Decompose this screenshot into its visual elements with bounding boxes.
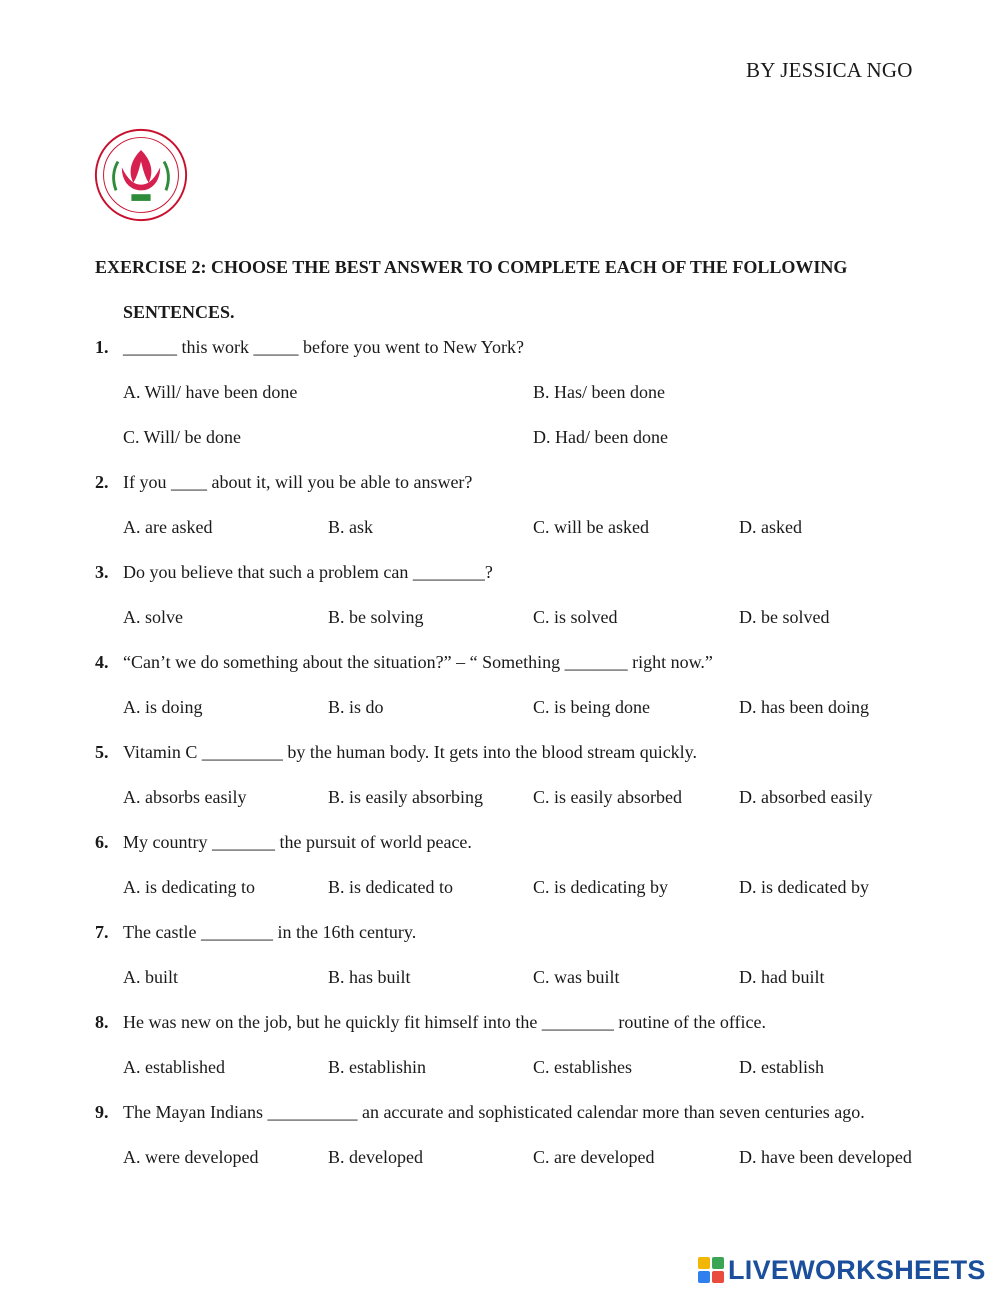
option-c[interactable]: C. is solved bbox=[533, 607, 618, 627]
question-text: He was new on the job, but he quickly fit himself into the ________ routine of the office. bbox=[123, 1012, 767, 1032]
question-number: 6. bbox=[95, 832, 109, 852]
options-row bbox=[95, 780, 965, 825]
question-6 bbox=[95, 825, 965, 915]
question-number: 7. bbox=[95, 922, 109, 942]
option-a[interactable]: A. were developed bbox=[123, 1147, 259, 1167]
question-5 bbox=[95, 735, 965, 825]
options-row bbox=[95, 1140, 965, 1185]
option-d[interactable]: D. is dedicated by bbox=[739, 877, 869, 897]
option-a[interactable]: A. built bbox=[123, 967, 179, 987]
question-7 bbox=[95, 915, 965, 1005]
option-d[interactable]: D. have been developed bbox=[739, 1147, 912, 1167]
options-row bbox=[95, 375, 965, 420]
option-d[interactable]: D. had built bbox=[739, 967, 825, 987]
option-c[interactable]: C. are developed bbox=[533, 1147, 655, 1167]
question-stem bbox=[95, 915, 965, 960]
logo-tile-yellow bbox=[698, 1257, 710, 1269]
question-number: 1. bbox=[95, 337, 109, 357]
option-c[interactable]: C. Will/ be done bbox=[123, 427, 241, 447]
options-row bbox=[95, 1050, 965, 1095]
question-number: 9. bbox=[95, 1102, 109, 1122]
question-number: 8. bbox=[95, 1012, 109, 1032]
question-1 bbox=[95, 330, 965, 465]
author-credit: BY JESSICA NGO bbox=[746, 58, 913, 82]
option-b[interactable]: B. is easily absorbing bbox=[328, 787, 483, 807]
question-stem bbox=[95, 735, 965, 780]
question-text: ______ this work _____ before you went to New York? bbox=[123, 337, 524, 357]
option-a[interactable]: A. absorbs easily bbox=[123, 787, 247, 807]
option-b[interactable]: B. Has/ been done bbox=[533, 382, 665, 402]
question-text: “Can’t we do something about the situation?” – “ Something _______ right now.” bbox=[123, 652, 713, 672]
option-b[interactable]: B. ask bbox=[328, 517, 373, 537]
question-stem bbox=[95, 555, 965, 600]
question-number: 3. bbox=[95, 562, 109, 582]
options-row bbox=[95, 690, 965, 735]
question-8 bbox=[95, 1005, 965, 1095]
question-stem bbox=[95, 465, 965, 510]
option-b[interactable]: B. be solving bbox=[328, 607, 424, 627]
question-text: The castle ________ in the 16th century. bbox=[123, 922, 417, 942]
option-c[interactable]: C. is easily absorbed bbox=[533, 787, 682, 807]
question-stem bbox=[95, 1095, 965, 1140]
option-a[interactable]: A. solve bbox=[123, 607, 183, 627]
liveworksheets-brand[interactable] bbox=[698, 1252, 986, 1288]
exercise-heading bbox=[95, 245, 935, 335]
options-row bbox=[95, 510, 965, 555]
option-b[interactable]: B. developed bbox=[328, 1147, 423, 1167]
option-d[interactable]: D. has been doing bbox=[739, 697, 869, 717]
option-b[interactable]: B. is do bbox=[328, 697, 384, 717]
option-c[interactable]: C. will be asked bbox=[533, 517, 649, 537]
question-4 bbox=[95, 645, 965, 735]
logo-tile-blue bbox=[698, 1271, 710, 1283]
question-2 bbox=[95, 465, 965, 555]
question-text: My country _______ the pursuit of world peace. bbox=[123, 832, 472, 852]
options-row bbox=[95, 600, 965, 645]
question-number: 2. bbox=[95, 472, 109, 492]
options-row bbox=[95, 420, 965, 465]
question-9 bbox=[95, 1095, 965, 1185]
question-stem bbox=[95, 330, 965, 375]
brand-name: LIVEWORKSHEETS bbox=[728, 1254, 986, 1285]
question-text: Vitamin C _________ by the human body. It gets into the blood stream quickly. bbox=[123, 742, 698, 762]
option-d[interactable]: D. absorbed easily bbox=[739, 787, 873, 807]
option-b[interactable]: B. is dedicated to bbox=[328, 877, 453, 897]
logo-tile-green bbox=[712, 1257, 724, 1269]
question-list bbox=[95, 330, 965, 1185]
option-a[interactable]: A. is doing bbox=[123, 697, 203, 717]
option-d[interactable]: D. Had/ been done bbox=[533, 427, 668, 447]
option-a[interactable]: A. is dedicating to bbox=[123, 877, 255, 897]
question-stem bbox=[95, 1005, 965, 1050]
option-d[interactable]: D. be solved bbox=[739, 607, 830, 627]
options-row bbox=[95, 870, 965, 915]
option-a[interactable]: A. Will/ have been done bbox=[123, 382, 298, 402]
question-3 bbox=[95, 555, 965, 645]
question-text: If you ____ about it, will you be able to answer? bbox=[123, 472, 473, 492]
question-stem bbox=[95, 825, 965, 870]
option-d[interactable]: D. establish bbox=[739, 1057, 824, 1077]
option-a[interactable]: A. are asked bbox=[123, 517, 213, 537]
option-b[interactable]: B. has built bbox=[328, 967, 411, 987]
option-d[interactable]: D. asked bbox=[739, 517, 802, 537]
option-c[interactable]: C. is being done bbox=[533, 697, 650, 717]
option-a[interactable]: A. established bbox=[123, 1057, 225, 1077]
question-text: The Mayan Indians __________ an accurate and sophisticated calendar more than seven centuries ago. bbox=[123, 1102, 865, 1122]
exercise-title-line1: EXERCISE 2: CHOOSE THE BEST ANSWER TO COMPLETE EACH OF THE FOLLOWING bbox=[95, 257, 848, 277]
question-number: 5. bbox=[95, 742, 109, 762]
logo-tile-red bbox=[712, 1271, 724, 1283]
liveworksheets-logo-icon bbox=[698, 1257, 724, 1283]
school-logo bbox=[93, 127, 189, 223]
option-c[interactable]: C. is dedicating by bbox=[533, 877, 668, 897]
option-c[interactable]: C. was built bbox=[533, 967, 620, 987]
exercise-title-line2: SENTENCES. bbox=[123, 302, 235, 322]
option-c[interactable]: C. establishes bbox=[533, 1057, 632, 1077]
options-row bbox=[95, 960, 965, 1005]
question-stem bbox=[95, 645, 965, 690]
question-text: Do you believe that such a problem can ________? bbox=[123, 562, 493, 582]
question-number: 4. bbox=[95, 652, 109, 672]
option-b[interactable]: B. establishin bbox=[328, 1057, 426, 1077]
